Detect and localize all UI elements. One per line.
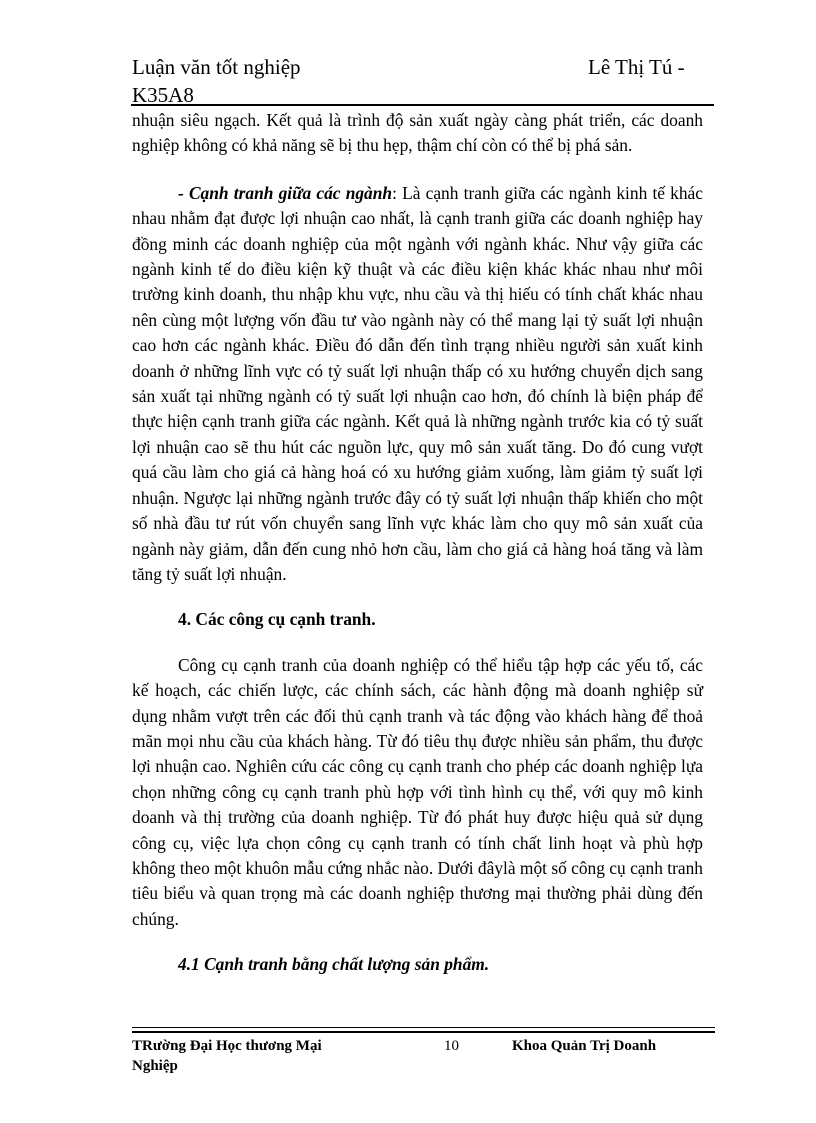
section-heading-4: 4. Các công cụ cạnh tranh.	[178, 609, 376, 630]
spacer	[132, 587, 703, 607]
spacer	[132, 633, 703, 653]
header-class-code: K35A8	[132, 83, 194, 107]
paragraph-inter-industry-competition	[132, 181, 703, 588]
footer-rule-thick	[132, 1031, 715, 1033]
header-author: Lê Thị Tú -	[588, 55, 685, 79]
paragraph-body-text: : Là cạnh tranh giữa các ngành kinh tế khác nhau nhằm đạt được lợi nhuận cao nhất, là cạnh tranh giữa các doanh nghiệp hay đồng minh các doanh nghiệp của một ngành với ngành khác. Như vậy giữa các ngành kinh tế do điều kiện kỹ thuật và các điều kiện khác khác nhau như môi trường kinh doanh, thu nhập khu vực, nhu cầu và thị hiếu có tính chất khác nhau nên cùng một lượng vốn đầu tư vào ngành này có thể mang lại tỷ suất lợi nhuận cao hơn các ngành khác. Điều đó dẫn đến tình trạng nhiều người sản xuất kinh doanh ở những lĩnh vực có tỷ suất lợi nhuận thấp có xu hướng chuyển dịch sang sản xuất tại những ngành có tỷ suất lợi nhuận cao hơn, đó chính là biện pháp để thực hiện cạnh tranh giữa các ngành. Kết quả là những ngành trước kia có tỷ suất lợi nhuận cao sẽ thu hút các nguồn lực, quy mô sản xuất tăng. Do đó cung vượt quá cầu làm cho giá cả hàng hoá có xu hướng giảm xuống, làm giảm tỷ suất lợi nhuận. Ngược lại những ngành trước đây có tỷ suất lợi nhuận thấp khiến cho một số nhà đầu tư rút vốn chuyển sang lĩnh vực khác làm cho quy mô sản xuất của ngành này giảm, dẫn đến cung nhỏ hơn cầu, làm cho giá cả hàng hoá tăng và làm tăng tỷ suất lợi nhuận.	[132, 182, 703, 584]
paragraph-continuation: nhuận siêu ngạch. Kết quả là trình độ sản xuất ngày càng phát triển, các doanh nghiệp không có khả năng sẽ bị thu hẹp, thậm chí còn có thể bị phá sản.	[132, 110, 703, 156]
footer-rule-thin	[132, 1027, 715, 1028]
spacer	[132, 159, 703, 181]
header-thesis-label: Luận văn tốt nghiệp	[132, 55, 301, 79]
page-body	[132, 108, 703, 978]
header-rule	[131, 104, 714, 106]
header-title	[132, 53, 301, 109]
footer-faculty: Khoa Quản Trị Doanh	[512, 1038, 657, 1054]
paragraph-competition-tools: Công cụ cạnh tranh của doanh nghiệp có thể hiểu tập hợp các yếu tố, các kế hoạch, các chiến lược, các chính sách, các hành động mà doanh nghiệp sử dụng nhằm vượt trên các đối thủ cạnh tranh và tác động vào khách hàng để thoả mãn mọi nhu cầu của khách hàng. Từ đó tiêu thụ được nhiều sản phẩm, thu được lợi nhuận cao. Nghiên cứu các công cụ cạnh tranh cho phép các doanh nghiệp lựa chọn những công cụ cạnh tranh phù hợp với tình hình cụ thể, với quy mô kinh doanh và thị trường của doanh nghiệp. Từ đó phát huy được hiệu quả sử dụng công cụ, việc lựa chọn công cụ cạnh tranh có tính chất linh hoạt và phù hợp không theo một khuôn mẫu cứng nhắc nào. Dưới đâylà một số công cụ cạnh tranh tiêu biểu và quan trọng mà các doanh nghiệp thương mại thường phải dùng đến chúng.	[132, 654, 703, 929]
page-number: 10	[444, 1038, 459, 1054]
spacer	[132, 932, 703, 952]
paragraph-lead-term: - Cạnh tranh giữa các ngành	[178, 182, 393, 203]
footer-university: TRường Đại Học thương Mại Nghiệp	[132, 1038, 322, 1074]
section-heading-4-1: 4.1 Cạnh tranh bằng chất lượng sản phẩm.	[178, 954, 490, 975]
